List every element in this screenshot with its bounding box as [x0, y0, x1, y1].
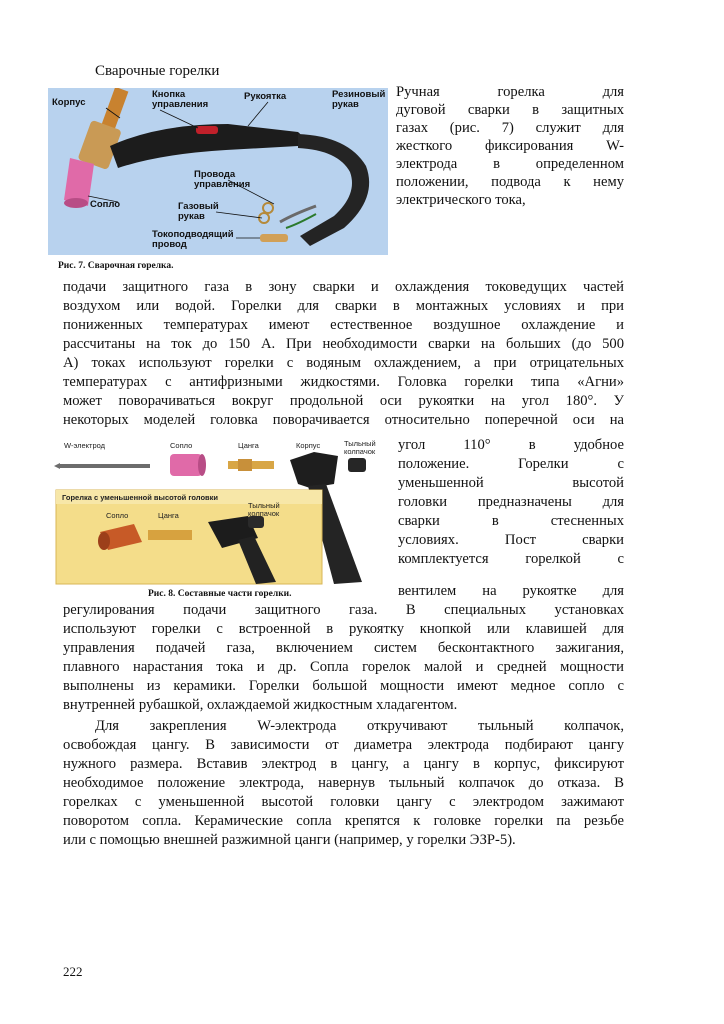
- fig7-label-rubber-sleeve: Резиновый рукав: [332, 89, 386, 110]
- side-line: сварки в стесненных: [398, 513, 624, 529]
- intro-line: дуговой сварки в защитных: [396, 102, 624, 118]
- section-heading: Сварочные горелки: [95, 63, 220, 79]
- fig8-label-electrode: W-электрод: [64, 441, 106, 450]
- fig7-label-body: Корпус: [52, 97, 86, 108]
- paragraph-line: воздухом или водой. Горелки для сварки в монтажных условиях и при: [63, 298, 624, 314]
- side-line: уменьшенной высотой: [398, 475, 624, 491]
- paragraph-line: некоторых моделей головка поворачивается относительно поперечной оси на: [63, 412, 624, 428]
- fig8-inset-label-nozzle: Сопло: [106, 511, 129, 520]
- paragraph-line: пониженных температурах имеют естественное воздушное охлаждение и: [63, 317, 624, 333]
- intro-line: жесткого фиксирования W-: [396, 138, 624, 154]
- side-line: положение. Горелки с: [398, 456, 624, 472]
- fig7-label-button: Кнопка управления: [152, 89, 209, 110]
- paragraph-line: А) токах используют горелки с водяным охлаждением, а при отрицательных: [63, 355, 624, 371]
- figure-8-caption: Рис. 8. Составные части горелки.: [148, 589, 292, 599]
- paragraph-line: может поворачиваться вокруг продольной оси рукоятки на угол 180°. У: [63, 393, 624, 409]
- paragraph-line: вентилем на рукоятке для: [398, 583, 624, 599]
- fig8-inset-label-cap: Тыльный колпачок: [248, 501, 280, 518]
- fig7-label-handle: Рукоятка: [244, 91, 287, 102]
- fig8-label-body: Корпус: [296, 441, 321, 450]
- paragraph-line: поворотом сопла. Керамические сопла крепятся к головке горелки па резьбе: [63, 813, 624, 829]
- side-line: комплектуется горелкой с: [398, 551, 624, 567]
- paragraph-line: освобождая цангу. В зависимости от диаметра электрода подбирают цангу: [63, 737, 624, 753]
- paragraph-line: Для закрепления W-электрода откручивают тыльный колпачок,: [95, 718, 624, 734]
- paragraph-line: рассчитаны на ток до 150 А. При необходимости сварки на больших (до 500: [63, 336, 624, 352]
- figure-7-welding-torch: [48, 88, 388, 255]
- fig8-label-collet: Цанга: [238, 441, 259, 450]
- intro-line: электрического тока,: [396, 192, 526, 208]
- side-line: угол 110° в удобное: [398, 437, 624, 453]
- paragraph-line: или с помощью внешней разжимной цанги (например, у горелки ЭЗР-5).: [63, 832, 516, 848]
- paragraph-line: необходимое положение электрода, навернув тыльный колпачок до отказа. В: [63, 775, 624, 791]
- fig8-inset-label-collet: Цанга: [158, 511, 179, 520]
- paragraph-line: подачи защитного газа в зону сварки и охлаждения токоведущих частей: [63, 279, 624, 295]
- fig7-label-control-wires: Провода управления: [194, 169, 251, 190]
- intro-line: электрода в определенном: [396, 156, 624, 172]
- paragraph-line: регулирования подачи защитного газа. В специальных установках: [63, 602, 624, 618]
- paragraph-line: температурах с антифризными жидкостями. Головка горелки типа «Агни»: [63, 374, 624, 390]
- paragraph-line: плавного нарастания тока и др. Сопла горелок малой и средней мощности: [63, 659, 624, 675]
- figure-8-image: [52, 436, 394, 586]
- side-line: условиях. Пост сварки: [398, 532, 624, 548]
- side-line: головки предназначены для: [398, 494, 624, 510]
- fig8-inset-title: Горелка с уменьшенной высотой головки: [62, 493, 219, 502]
- figure-7-caption: Рис. 7. Сварочная горелка.: [58, 261, 174, 271]
- intro-line: положении, подвода к нему: [396, 174, 624, 190]
- paragraph-line: нужного размера. Вставив электрод в цангу, а цангу в корпус, фиксируют: [63, 756, 624, 772]
- paragraph-line: внутренней рубашкой, охлаждаемой жидкостным хладагентом.: [63, 697, 458, 713]
- intro-line: Ручная горелка для: [396, 84, 624, 100]
- paragraph-line: управления подачей газа, включением систем бесконтактного зажигания,: [63, 640, 624, 656]
- fig7-label-gas-hose: Газовый рукав: [178, 201, 219, 222]
- paragraph-line: горелках с уменьшенной высотой головки цангу с электродом зажимают: [63, 794, 624, 810]
- figure-8-torch-parts: [52, 436, 394, 586]
- intro-line: газах (рис. 7) служит для: [396, 120, 624, 136]
- fig8-label-cap: Тыльный колпачок: [344, 439, 376, 456]
- paragraph-line: выполнены из керамики. Горелки большой мощности имеют медное сопло с: [63, 678, 624, 694]
- fig7-label-nozzle: Сопло: [90, 199, 121, 210]
- page-number: 222: [63, 964, 83, 979]
- paragraph-line: используют горелки с встроенной в рукоятку кнопкой или клавишей для: [63, 621, 624, 637]
- fig7-label-power-cable: Токоподводящий провод: [152, 229, 234, 250]
- fig8-label-nozzle: Сопло: [170, 441, 193, 450]
